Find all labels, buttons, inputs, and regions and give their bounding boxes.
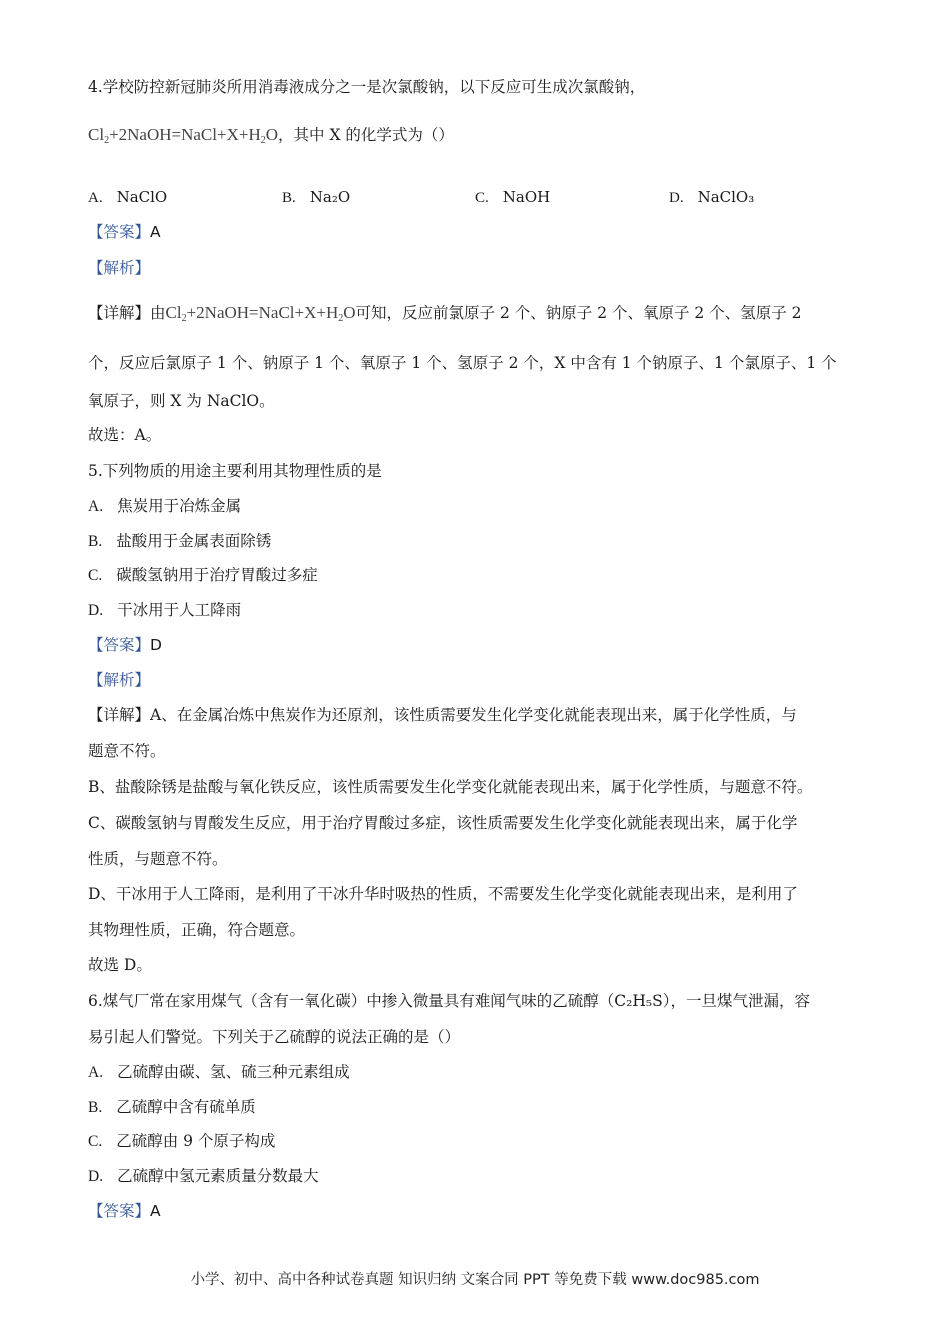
q6-answer: 【答案】A [88,1202,161,1220]
q5-detail-line4: C、碳酸氢钠与胃酸发生反应，用于治疗胃酸过多症，该性质需要发生化学变化就能表现出来，属于化学 [88,814,798,832]
q4-option-a: A. NaClO [88,188,168,206]
q4-detail-line3: 氧原子，则 X 为 NaClO。 [88,392,275,410]
q6-option-c: C. 乙硫醇由 9 个原子构成 [88,1132,276,1150]
q5-detail-line2: 题意不符。 [88,742,166,760]
q4-equation: $Cl_2+2NaOH=NaCl+X+H_2O$ [88,125,279,146]
q6-option-b: B. 乙硫醇中含有硫单质 [88,1098,256,1116]
q5-stem: 5.下列物质的用途主要利用其物理性质的是 [88,462,382,480]
q5-choose: 故选 D。 [88,956,152,974]
q4-detail-line1: 【详解】由$Cl_2+2NaOH=NaCl+X+H_2O$可知，反应前氯原子 2 个、钠原子 2 个、氧原子 2 个、氢原子 2 [88,303,802,324]
q4-answer: 【答案】A [88,223,161,241]
q6-stem-line1: 6.煤气厂常在家用煤气（含有一氧化碳）中掺入微量具有难闻气味的乙硫醇（C₂H₅S），一旦煤气泄漏，容 [88,992,810,1010]
q4-stem: 4.学校防控新冠肺炎所用消毒液成分之一是次氯酸钠，以下反应可生成次氯酸钠， [88,78,646,96]
q5-option-a: A. 焦炭用于冶炼金属 [88,497,242,515]
q6-option-a: A. 乙硫醇由碳、氢、硫三种元素组成 [88,1063,350,1081]
page-footer: 小学、初中、高中各种试卷真题 知识归纳 文案合同 PPT 等免费下载 www.doc985.com [190,1272,760,1288]
q4-stem-line2 [88,124,454,152]
q5-detail-line7: 其物理性质，正确，符合题意。 [88,921,306,939]
q4-analysis-tag: 【解析】 [88,259,151,277]
q5-detail-line3: B、盐酸除锈是盐酸与氧化铁反应，该性质需要发生化学变化就能表现出来，属于化学性质，与题意不符。 [88,778,813,796]
q6-option-d: D. 乙硫醇中氢元素质量分数最大 [88,1167,319,1185]
q4-option-c: C. NaOH [475,188,551,206]
q5-detail-line5: 性质，与题意不符。 [88,850,228,868]
q4-stem-tail: ，其中 X 的化学式为（） [278,126,454,144]
q5-option-d: D. 干冰用于人工降雨 [88,601,242,619]
q4-choose: 故选：A。 [88,426,162,444]
q5-option-b: B. 盐酸用于金属表面除锈 [88,532,272,550]
q4-detail-line2: 个，反应后氯原子 1 个、钠原子 1 个、氧原子 1 个、氢原子 2 个，X 中含有 1 个钠原子、1 个氯原子、1 个 [88,354,837,372]
q4-option-b: B. Na₂O [282,188,351,206]
q5-option-c: C. 碳酸氢钠用于治疗胃酸过多症 [88,566,318,584]
q4-option-d: D. NaClO₃ [669,188,755,206]
q5-detail-line1: 【详解】A、在金属冶炼中焦炭作为还原剂，该性质需要发生化学变化就能表现出来，属于化学性质，与 [88,706,797,724]
q6-stem-line2: 易引起人们警觉。下列关于乙硫醇的说法正确的是（） [88,1028,461,1046]
q4-detail-equation: $Cl_2+2NaOH=NaCl+X+H_2O$ [165,303,356,324]
q5-analysis-tag: 【解析】 [88,671,151,689]
q5-answer: 【答案】D [88,636,162,654]
q5-detail-line6: D、干冰用于人工降雨，是利用了干冰升华时吸热的性质，不需要发生化学变化就能表现出来，是利用了 [88,885,798,903]
